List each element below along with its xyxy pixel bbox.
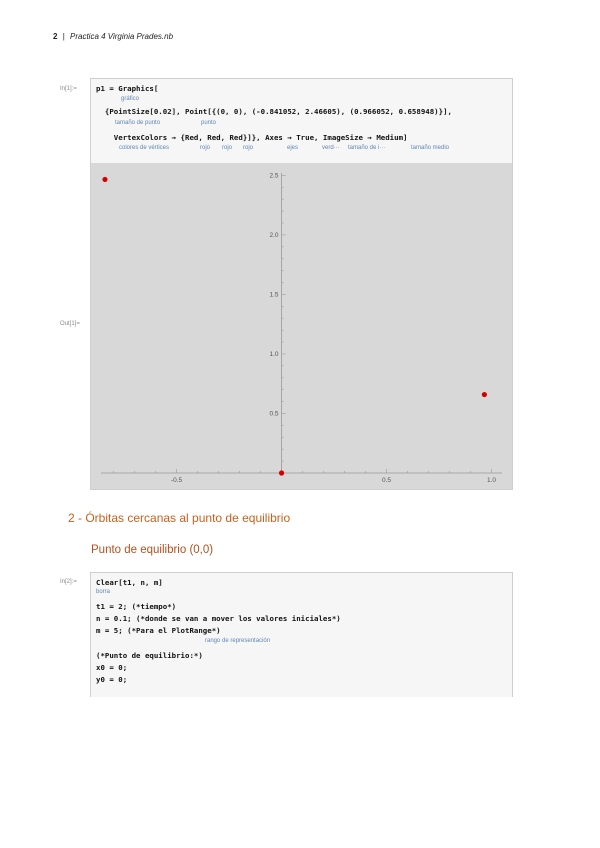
hint-tamano-imagen: tamaño de i···: [348, 145, 386, 151]
y-tick-label: 2.0: [269, 231, 279, 239]
input-label-1: In[1]:=: [60, 86, 77, 92]
hint-borra: borra: [96, 589, 111, 595]
hint-rango: rango de representación: [205, 638, 271, 644]
code-line-comment: (*Punto de equilibrio:*): [96, 651, 203, 660]
page-number: 2: [53, 32, 58, 41]
header-separator: |: [62, 32, 65, 41]
code-line-1: p1 = Graphics[: [96, 84, 159, 93]
input-cell-1[interactable]: [90, 78, 513, 164]
code-line-3: VertexColors → {Red, Red, Red}]}, Axes → True, ImageSize → Medium]: [96, 133, 408, 142]
input-cell-2[interactable]: [90, 572, 513, 697]
hint-colores-vertices: colores de vértices: [119, 145, 170, 151]
code-line-clear: Clear[t1, n, m]: [96, 578, 163, 587]
code-line-m: m = 5; (*Para el PlotRange*): [96, 626, 221, 635]
scatter-plot: [91, 163, 512, 489]
code-line-t1: t1 = 2; (*tiempo*): [96, 602, 177, 611]
code-line-2: {PointSize[0.02], Point[{(0, 0), (-0.841052, 2.46605), (0.966052, 0.658948)}],: [96, 107, 452, 116]
hint-verdadero: verd···: [322, 145, 340, 151]
input-label-2: In[2]:=: [60, 579, 77, 585]
y-tick-label: 1.0: [269, 350, 279, 358]
hint-rojo-3: rojo: [243, 145, 254, 151]
code-line-y0: y0 = 0;: [96, 675, 128, 684]
x-tick-label: -0.5: [170, 477, 183, 484]
hint-ejes: ejes: [287, 145, 299, 151]
data-point: [279, 470, 284, 475]
output-plot[interactable]: [90, 163, 513, 490]
hint-tamano-punto: tamaño de punto: [115, 120, 161, 126]
data-point: [102, 177, 107, 182]
section-title: 2 - Órbitas cercanas al punto de equilibrio: [68, 511, 291, 525]
hint-rojo-1: rojo: [200, 145, 211, 151]
code-line-x0: x0 = 0;: [96, 663, 128, 672]
hint-punto: punto: [201, 120, 217, 126]
output-label-1: Out[1]=: [60, 321, 80, 327]
y-tick-label: 0.5: [269, 410, 279, 418]
code-line-n: n = 0.1; (*donde se van a mover los valores iniciales*): [96, 614, 341, 623]
x-tick-label: 1.0: [486, 477, 497, 484]
x-tick-label: 0.5: [382, 477, 392, 484]
hint-rojo-2: rojo: [222, 145, 233, 151]
subsection-title: Punto de equilibrio (0,0): [91, 544, 214, 556]
document-title: Practica 4 Virginia Prades.nb: [70, 32, 174, 41]
page-header: [53, 32, 173, 41]
y-tick-label: 2.5: [269, 172, 279, 180]
data-point: [482, 392, 487, 397]
hint-grafico: gráfico: [121, 96, 140, 102]
y-tick-label: 1.5: [269, 291, 279, 299]
hint-tamano-medio: tamaño medio: [411, 145, 450, 151]
